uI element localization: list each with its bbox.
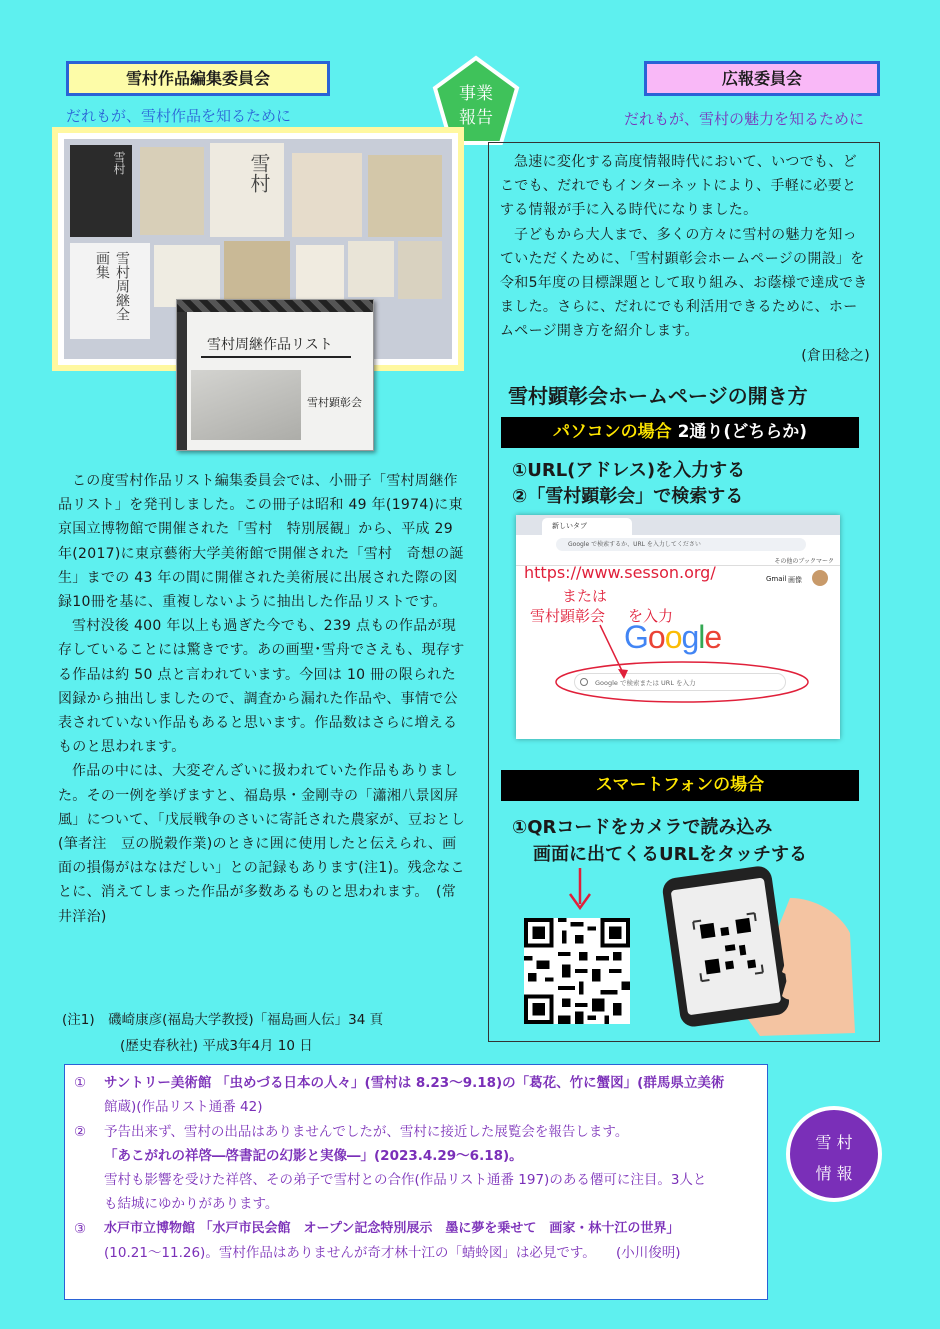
book-cover: 雪村 [70, 145, 132, 237]
qr-code[interactable] [524, 918, 630, 1024]
pc-step-2: ②「雪村顕彰会」で検索する [512, 486, 744, 507]
howto-title: 雪村顕彰会ホームページの開き方 [508, 384, 808, 408]
bookmarks-label[interactable]: その他のブックマーク [774, 558, 834, 565]
right-article-paragraph: 子どもから大人まで、多くの方々に雪村の魅力を知っていただくために、「雪村顕彰会ホームページの開設」を令和5年度の目標課題として取り組み、お蔭様で達成できました。さらに、だれにでも利活用できるために、ホームページ開き方を紹介します。 [500, 226, 868, 340]
book-cover [140, 147, 204, 235]
down-arrow-icon [565, 868, 595, 912]
pointer-arrow [596, 623, 636, 683]
info-item [74, 1217, 764, 1266]
info-item [74, 1071, 764, 1120]
book-cover [348, 241, 394, 297]
search-input[interactable]: Google で検索または URL を入力 [574, 673, 786, 691]
enter-overlay: を入力 [628, 607, 674, 625]
footnote-1: (注1) 磯崎康彦(福島大学教授)「福島画人伝」34 頁 [62, 1012, 384, 1028]
right-header-subtitle: だれもが、雪村の魅力を知るために [624, 110, 865, 128]
name-overlay: 雪村顕彰会 [530, 607, 606, 625]
sp-step-2: 画面に出てくるURLをタッチする [533, 844, 807, 865]
address-bar[interactable]: Google で検索するか、URL を入力してください [556, 538, 806, 551]
left-header-subtitle: だれもが、雪村作品を知るために [66, 107, 292, 125]
right-article [500, 150, 870, 368]
info-line: (10.21〜11.26)。雪村作品はありませんが奇才林十江の「蜻蛉図」は必見です。 (小川俊明) [104, 1245, 681, 1262]
pc-step-1: ①URL(アドレス)を入力する [512, 460, 746, 481]
pc-section-label: パソコンの場合 [553, 422, 672, 442]
book-cover [154, 245, 220, 307]
right-header-title: 広報委員会 [644, 61, 880, 96]
search-highlight-ellipse [552, 659, 812, 705]
smartphone-illustration [640, 858, 860, 1038]
left-article-paragraph: 作品の中には、大変ぞんざいに扱われていた作品もありました。その一例を挙げますと、福島県・金剛寺の「瀟湘八景図屏風」について、「戊辰戦争のさいに寄託された農家が、豆おとし(筆者注 豆の脱穀作業)のときに囲に使用したと伝えられ、画面の損傷がはなはだしい」との記録もあります(注1)。残念なことに、消えてしまった作品が多数あるものと思われます。 (常井洋治) [58, 763, 466, 925]
book-cover [292, 153, 362, 237]
info-line: 「あこがれの祥啓―啓書記の幻影と実像―」(2023.4.29〜6.18)。 [104, 1147, 523, 1164]
info-line: サントリー美術館 「虫めづる日本の人々」(雪村は 8.23〜9.18)の「葛花、竹に蟹図」(群馬県立美術 [104, 1075, 725, 1091]
info-line: も結城にゆかりがあります。 [104, 1196, 279, 1213]
left-article [58, 469, 468, 929]
info-line: 予告出来ず、雪村の出品はありませんでしたが、雪村に接近した展覧会を報告します。 [104, 1123, 629, 1140]
info-line: 雪村も影響を受けた祥啓、その弟子で雪村との合作(作品リスト通番 197)のある僊可に注目。3人と [104, 1172, 707, 1189]
right-article-author: (倉田稔之) [801, 347, 870, 364]
pc-section-note: 2通り(どちらか) [671, 422, 807, 442]
book-collection-photo [58, 133, 458, 409]
left-article-paragraph: この度雪村作品リスト編集委員会では、小冊子「雪村周継作品リスト」を発刊しました。この冊子は昭和 49 年(1974)に東京国立博物館で開催された「雪村 特別展観」から、平成 29 年(2017)に東京藝術大学美術館で開催された「雪村 奇想の誕生」までの 43 年の間に開催された美術展に出展された際の図録10冊を基に、重複しないように抽出した作品リストです。 [58, 473, 464, 611]
google-logo: Google [624, 619, 722, 655]
left-header-title: 雪村作品編集委員会 [66, 61, 330, 96]
pc-section-bar [501, 417, 859, 448]
book-cover [398, 241, 442, 299]
browser-screenshot [516, 515, 840, 739]
sp-step-1: ①QRコードをカメラで読み込み [512, 817, 773, 838]
images-link[interactable]: 画像 [788, 576, 802, 584]
account-avatar[interactable] [812, 570, 828, 586]
browser-tab[interactable]: 新しいタブ [542, 518, 632, 535]
booklet-title: 雪村周継作品リスト [207, 337, 333, 353]
info-item-number: ② [74, 1123, 87, 1140]
book-cover: 雪村周継全画集 [70, 243, 150, 339]
sesson-info-badge-line1: 雪 村 [815, 1133, 853, 1152]
sesson-info-badge-line2: 情 報 [815, 1164, 853, 1183]
info-item [74, 1120, 764, 1217]
or-overlay: または [562, 587, 608, 605]
book-cover [368, 155, 442, 237]
info-list [74, 1071, 764, 1265]
book-cover: 雪村 [210, 143, 284, 237]
gmail-link[interactable]: Gmail [766, 575, 787, 583]
info-line: 館蔵)(作品リスト通番 42) [104, 1099, 263, 1116]
footnote-2: (歴史春秋社) 平成3年4月 10 日 [120, 1038, 313, 1054]
right-article-paragraph: 急速に変化する高度情報時代において、いつでも、どこでも、だれでもインターネットにより、手軽に必要とする情報が手に入る時代になりました。 [500, 154, 857, 219]
info-item-number: ③ [74, 1220, 87, 1237]
sesson-info-badge [786, 1106, 882, 1202]
report-badge-line2: 報告 [459, 108, 493, 128]
booklet-publisher: 雪村顕彰会 [307, 396, 362, 409]
info-line: 水戸市立博物館 「水戸市民会館 オープン記念特別展示 墨に夢を乗せて 画家・林十江の世界」 [104, 1220, 680, 1236]
report-badge-line1: 事業 [459, 84, 493, 104]
info-item-number: ① [74, 1075, 87, 1091]
smartphone-section-bar: スマートフォンの場合 [501, 770, 859, 801]
left-article-paragraph: 雪村没後 400 年以上も過ぎた今でも、239 点もの作品が現存していることには驚きです。あの画聖･雪舟でさえも、現存する作品は約 50 点と言われています。今回は 10 冊の限られた図録から抽出しましたので、調査から漏れた作品や、事情で公表されていない作品もあると思います。作品数はさらに増えるものと思われます。 [58, 618, 465, 756]
url-overlay: https://www.sesson.org/ [524, 563, 716, 582]
book-cover [296, 245, 344, 299]
booklet-cover [176, 299, 374, 451]
